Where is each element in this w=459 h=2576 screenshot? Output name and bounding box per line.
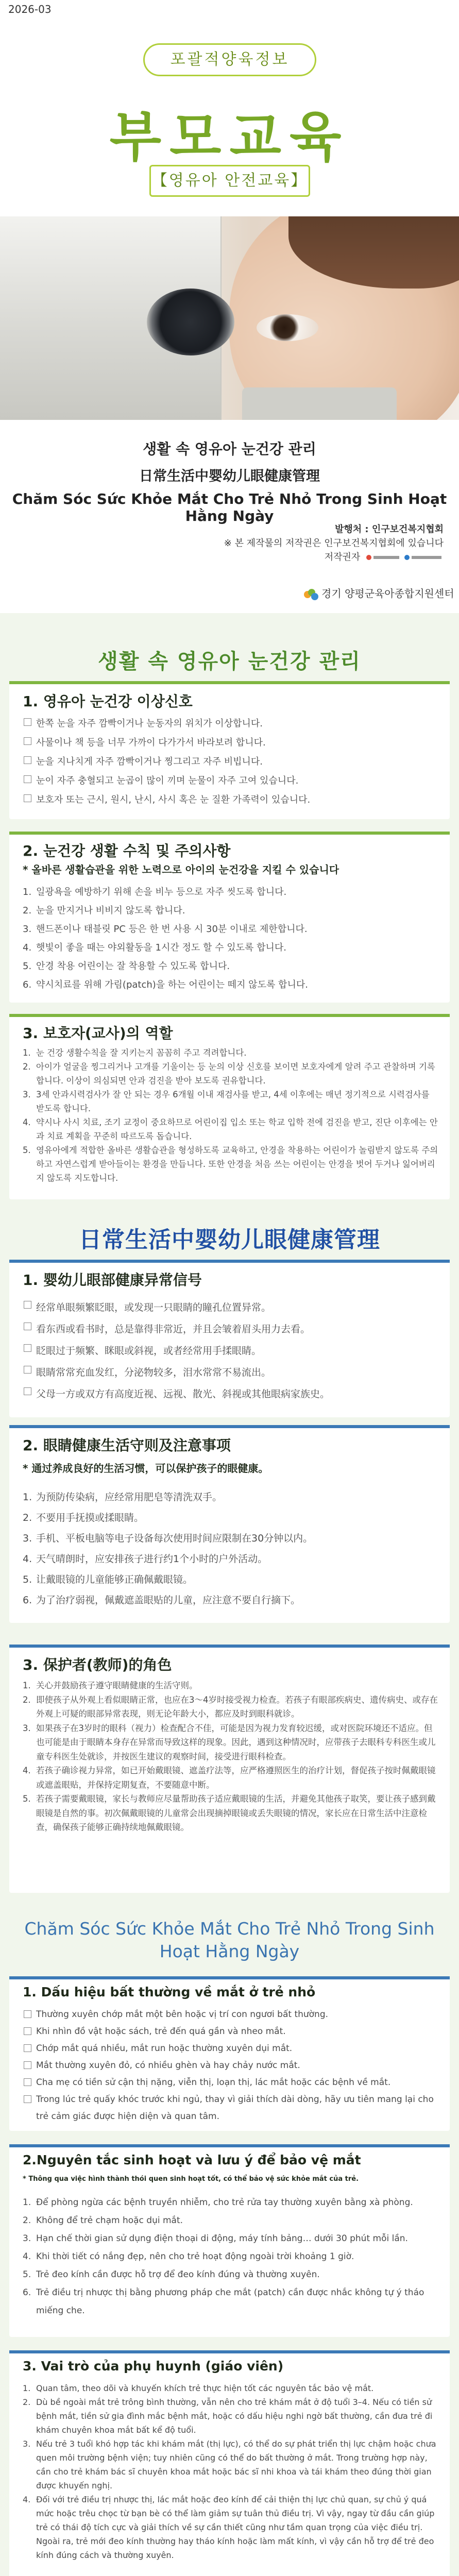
list-item: 眼睛常常充血发红，分泌物较多，泪水常常不易流出。 (23, 1362, 439, 1383)
vi-s2-list (23, 2194, 439, 2320)
list-item: 若孩子需要戴眼镜，家长与教师应尽量帮助孩子适应戴眼镜的生活，并避免其他孩子取笑，要让孩子感到戴眼镜是自然的事。初次佩戴眼镜的儿童常会出现摘掉眼镜或丢失眼镜的情况，家长应在日常生活中注意检查，确保孩子能够正确持续地佩戴眼镜。 (36, 1794, 436, 1832)
list-item: Đối với trẻ điều trị nhược thị, lác mắt hoặc đeo kính để cải thiện thị lực chủ quan, sự chủ ý quá mức hoặc trêu chọc từ bạn bè có thể làm giảm sự tuân thủ điều trị. Vì vậy, ngay từ đầu cần giúp trẻ có thái độ tích cực và giải thích về sự cần thiết cũng như tầm quan trọng của việc điều trị. Ngoài ra, trẻ mới đeo kính thường hay tháo kính hoặc làm mất kính, vì vậy cần hỗ trợ để trẻ đeo kính đúng cách và thường xuyên. (36, 2495, 435, 2560)
vi-card-1 (9, 1976, 450, 2131)
list-item: Trẻ đeo kính cần được hỗ trợ để đeo kính đúng và thường xuyên. (36, 2269, 320, 2280)
list-item: 为了治疗弱视，佩戴遮盖眼贴的儿童，应注意不要自行摘下。 (36, 1595, 301, 1606)
list-item: Thường xuyên chớp mắt một bên hoặc vị trí con ngươi bất thường. (23, 2006, 439, 2023)
list-item: 안경 착용 어린이는 잘 착용할 수 있도록 합니다. (36, 961, 230, 972)
list-item: 눈이 자주 충혈되고 눈곱이 많이 끼며 눈물이 자주 고여 있습니다. (23, 771, 439, 790)
cn-s3-list (23, 1679, 439, 1835)
list-item: Chớp mắt quá nhiều, mắt run hoặc thường xuyên dụi mắt. (23, 2040, 439, 2057)
author-line (224, 550, 444, 564)
list-item: 약시나 사시 치료, 조기 교정이 중요하므로 어린이집 입소 또는 학교 입학 전에 검진을 받고, 진단 이후에는 안과 치료 계획을 꾸준히 따르도록 돕습니다. (36, 1117, 438, 1141)
publisher-info (224, 522, 444, 564)
exam-lens (147, 289, 234, 355)
author-label: 저작권자 (324, 552, 361, 563)
list-item: Mắt thường xuyên đỏ, có nhiều ghèn và hay chảy nước mắt. (23, 2057, 439, 2074)
book-title-cn: 日常生活中婴幼儿眼健康管理 (139, 468, 320, 484)
list-item: Trẻ điều trị nhược thị bằng phương pháp che mắt (patch) cần được nhắc không tự ý tháo miếng che. (36, 2287, 424, 2316)
list-item: 약시치료를 위해 가림(patch)을 하는 어린이는 떼지 않도록 합니다. (36, 979, 308, 990)
cover-subtitle: 【영유아 안전교육】 (149, 165, 310, 197)
cn-s2-list (23, 1487, 439, 1611)
cover-photo (0, 216, 459, 420)
list-item: Quan tâm, theo dõi và khuyến khích trẻ thực hiện tốt các nguyên tắc bảo vệ mắt. (36, 2383, 374, 2393)
copyright-line: ※ 본 제작물의 저작권은 인구보건복지협회에 있습니다 (224, 538, 444, 549)
cover (0, 0, 459, 613)
partner-logos-icon (366, 554, 444, 561)
vi-s2-title: 2.Nguyên tắc sinh hoạt và lưu ý để bảo vệ mắt (23, 2153, 361, 2167)
heading-vi: Chăm Sóc Sức Khỏe Mắt Cho Trẻ Nhỏ Trong Sinh Hoạt Hằng Ngày (24, 1919, 435, 1961)
vi-s1-list (23, 2006, 439, 2125)
list-item: Cha mẹ có tiền sử cận thị nặng, viễn thị, loạn thị, lác mắt hoặc các bệnh về mắt. (23, 2074, 439, 2091)
book-title-vi: Chăm Sóc Sức Khỏe Mắt Cho Trẻ Nhỏ Trong Sinh Hoạt Hằng Ngày (12, 490, 447, 524)
list-item: 눈 건강 생활수칙을 잘 지키는지 꼼꼼히 주고 격려합니다. (36, 1048, 247, 1058)
card-top-bar (9, 1425, 450, 1428)
list-item: 3세 안과시력검사가 잘 안 되는 경우 6개월 이내 재검사를 받고, 4세 이후에는 매년 정기적으로 시력검사를 받도록 합니다. (36, 1090, 430, 1113)
cn-s1-list (23, 1297, 439, 1405)
list-item: Nếu trẻ 3 tuổi khó hợp tác khi khám mắt (thị lực), có thể do sự phát triển thị lực chậm hoặc chưa quen môi trường bệnh viện; tuy nhiên cũng có thể do bất thường ở mắt. Trong trường hợp này, cần cho trẻ khám bác sĩ chuyên khoa mắt hoặc bác sĩ nhi khoa và tái khám theo đúng thời gian được khuyến nghị. (36, 2439, 436, 2490)
cn-s2-title: 2. 眼睛健康生活守则及注意事项 (23, 1437, 231, 1454)
list-item: 눈을 지나치게 자주 깜빡이거나 찡그리고 자주 비빕니다. (23, 752, 439, 771)
list-item: 보호자 또는 근시, 원시, 난시, 사시 혹은 눈 질환 가족력이 있습니다. (23, 790, 439, 809)
publisher-line: 발행처 : 인구보건복지협회 (335, 524, 444, 535)
card-top-bar (9, 1260, 450, 1263)
list-item: 父母一方或双方有高度近视、远视、散光、斜视或其他眼病家族史。 (23, 1383, 439, 1405)
card-top-bar (9, 1014, 450, 1017)
issue-date: 2026-03 (8, 3, 52, 15)
chin-rest (242, 387, 397, 420)
vi-s2-note: * Thông qua việc hình thành thói quen sinh hoạt tốt, có thể bảo vệ sức khỏe mắt của trẻ. (23, 2175, 359, 2183)
list-item: 看东西或看书时，总是靠得非常近，并且会皱着眉头用力去看。 (23, 1318, 439, 1340)
vi-s3-list (23, 2381, 439, 2562)
heading-ko: 생활 속 영유아 눈건강 관리 (98, 649, 361, 673)
list-item: 眨眼过于频繁、眯眼或斜视，或者经常用手揉眼睛。 (23, 1340, 439, 1362)
ko-s1-list (23, 714, 439, 809)
card-top-bar (9, 832, 450, 835)
list-item: 关心并鼓励孩子遵守眼睛健康的生活守则。 (36, 1681, 198, 1690)
vi-card-2 (9, 2144, 450, 2337)
cn-card-1 (9, 1260, 450, 1417)
list-item: 일광욕을 예방하기 위해 손을 비누 등으로 자주 씻도록 합니다. (36, 887, 287, 897)
book-title-ko: 생활 속 영유아 눈건강 관리 (143, 440, 316, 457)
list-item: 한쪽 눈을 자주 깜빡이거나 눈동자의 위치가 이상합니다. (23, 714, 439, 733)
ko-s1-title: 1. 영유아 눈건강 이상신호 (23, 693, 193, 710)
cn-s3-title: 3. 保护者(教师)的角色 (23, 1656, 172, 1673)
list-item: Trong lúc trẻ quấy khóc trước khi ngủ, thay vì giải thích dài dòng, hãy ưu tiên mang lại cho trẻ cảm giác được hiện diện và quan tâm. (23, 2091, 439, 2125)
ko-s2-title: 2. 눈건강 생활 수칙 및 주의사항 (23, 842, 231, 859)
list-item: 即使孩子从外观上看似眼睛正常，也应在3～4岁时接受视力检查。若孩子有眼部疾病史、遗传病史、或存在外观上可疑的眼部异常表现，则无论年龄大小，都应及时到眼科就诊。 (36, 1694, 438, 1719)
list-item: 若孩子确诊视力异常，如已开始戴眼镜、遮盖疗法等，应严格遵照医生的治疗计划，督促孩子按时佩戴眼镜或遮盖眼贴，并保持定期复查，不要随意中断。 (36, 1766, 436, 1790)
cn-card-2 (9, 1425, 450, 1623)
list-item: 经常单眼频繁眨眼，或发现一只眼睛的瞳孔位置异常。 (23, 1297, 439, 1318)
center-logo-icon (304, 589, 318, 600)
ko-s3-title: 3. 보호자(교사)의 역할 (23, 1025, 173, 1042)
center-name: 경기 양평군육아종합지원센터 (321, 587, 454, 600)
ko-s3-list (23, 1046, 439, 1185)
cn-s1-title: 1. 婴幼儿眼部健康异常信号 (23, 1272, 202, 1289)
series-label: 포괄적양육정보 (143, 43, 316, 76)
card-top-bar (9, 1976, 450, 1979)
list-item: 不要用手抚摸或揉眼睛。 (36, 1512, 144, 1523)
cover-subtitle-text: 영유아 안전교육 (168, 172, 291, 190)
vi-card-3 (9, 2350, 450, 2576)
list-item: 영유아에게 적합한 올바른 생활습관을 형성하도록 교육하고, 안경을 착용하는 어린이가 놀림받지 않도록 주의하고 자연스럽게 받아들이는 환경을 만듭니다. 또한 안경을 처음 쓰는 어린이는 안경을 벗어 두거나 잃어버리지 않도록 지도합니다. (36, 1145, 438, 1183)
list-item: 手机、平板电脑等电子设备每次使用时间应限制在30分钟以内。 (36, 1533, 313, 1544)
list-item: Không để trẻ chạm hoặc dụi mắt. (36, 2215, 183, 2226)
ko-card-1 (9, 681, 450, 819)
ko-card-3 (9, 1014, 450, 1199)
ko-card-2 (9, 832, 450, 1003)
cn-card-3 (9, 1645, 450, 1893)
cn-s2-note: * 通过养成良好的生活习惯，可以保护孩子的眼健康。 (23, 1462, 269, 1475)
heading-cn: 日常生活中婴幼儿眼健康管理 (79, 1227, 380, 1253)
list-item: Để phòng ngừa các bệnh truyền nhiễm, cho trẻ rửa tay thường xuyên bằng xà phòng. (36, 2197, 413, 2208)
list-item: 아이가 얼굴을 찡그리거나 고개를 기울이는 등 눈의 이상 신호를 보이면 보호자에게 알려 주고 관찰하며 기록합니다. 이상이 의심되면 안과 검진을 받아 보도록 권유합니다. (36, 1062, 435, 1086)
vi-s3-title: 3. Vai trò của phụ huynh (giáo viên) (23, 2359, 284, 2374)
list-item: 눈을 만지거나 비비지 않도록 합니다. (36, 905, 185, 916)
card-top-bar (9, 2350, 450, 2353)
ko-s2-list (23, 883, 439, 994)
list-item: Khi nhìn đồ vật hoặc sách, trẻ đến quá gần và nheo mắt. (23, 2023, 439, 2040)
list-item: Khi thời tiết có nắng đẹp, nên cho trẻ hoạt động ngoài trời khoảng 1 giờ. (36, 2251, 354, 2262)
cover-title: 부모교육 (109, 106, 350, 168)
center-logo (304, 585, 454, 600)
vi-s1-title: 1. Dấu hiệu bất thường về mắt ở trẻ nhỏ (23, 1985, 316, 1999)
card-top-bar (9, 1645, 450, 1648)
list-item: 天气晴朗时，应安排孩子进行约1个小时的户外活动。 (36, 1553, 268, 1565)
card-top-bar (9, 681, 450, 684)
list-item: 핸드폰이나 태블릿 PC 등은 한 번 사용 시 30분 이내로 제한합니다. (36, 924, 308, 935)
list-item: 为预防传染病，应经常用肥皂等清洗双手。 (36, 1492, 223, 1503)
list-item: 사물이나 책 등을 너무 가까이 다가가서 바라보려 합니다. (23, 733, 439, 752)
list-item: Dù bề ngoài mắt trẻ trông bình thường, vẫn nên cho trẻ khám mắt ở độ tuổi 3–4. Nếu có tiền sử bệnh mắt, tiền sử gia đình mắc bệnh mắt, hoặc có dấu hiệu nghi ngờ bất thường, cần đưa trẻ đi khám chuyên khoa mắt bất kể độ tuổi. (36, 2397, 433, 2435)
list-item: Hạn chế thời gian sử dụng điện thoại di động, máy tính bảng… dưới 30 phút mỗi lần. (36, 2233, 408, 2244)
card-top-bar (9, 2144, 450, 2147)
child-eye (257, 314, 318, 341)
list-item: 如果孩子在3岁时的眼科（视力）检查配合不佳，可能是因为视力发育较迟缓，或对医院环境还不适应。但也可能是由于眼睛本身存在异常而导致这样的现象。因此，遇到这种情况时，应带孩子去眼科专科医生或儿童专科医生处就诊，并按医生建议的观察时间，接受进行眼科检查。 (36, 1723, 436, 1761)
list-item: 햇빛이 좋을 때는 야외활동을 1시간 정도 할 수 있도록 합니다. (36, 942, 286, 953)
list-item: 让戴眼镜的儿童能够正确佩戴眼镜。 (36, 1574, 193, 1585)
ko-s2-note: * 올바른 생활습관을 위한 노력으로 아이의 눈건강을 지킬 수 있습니다 (23, 863, 339, 876)
